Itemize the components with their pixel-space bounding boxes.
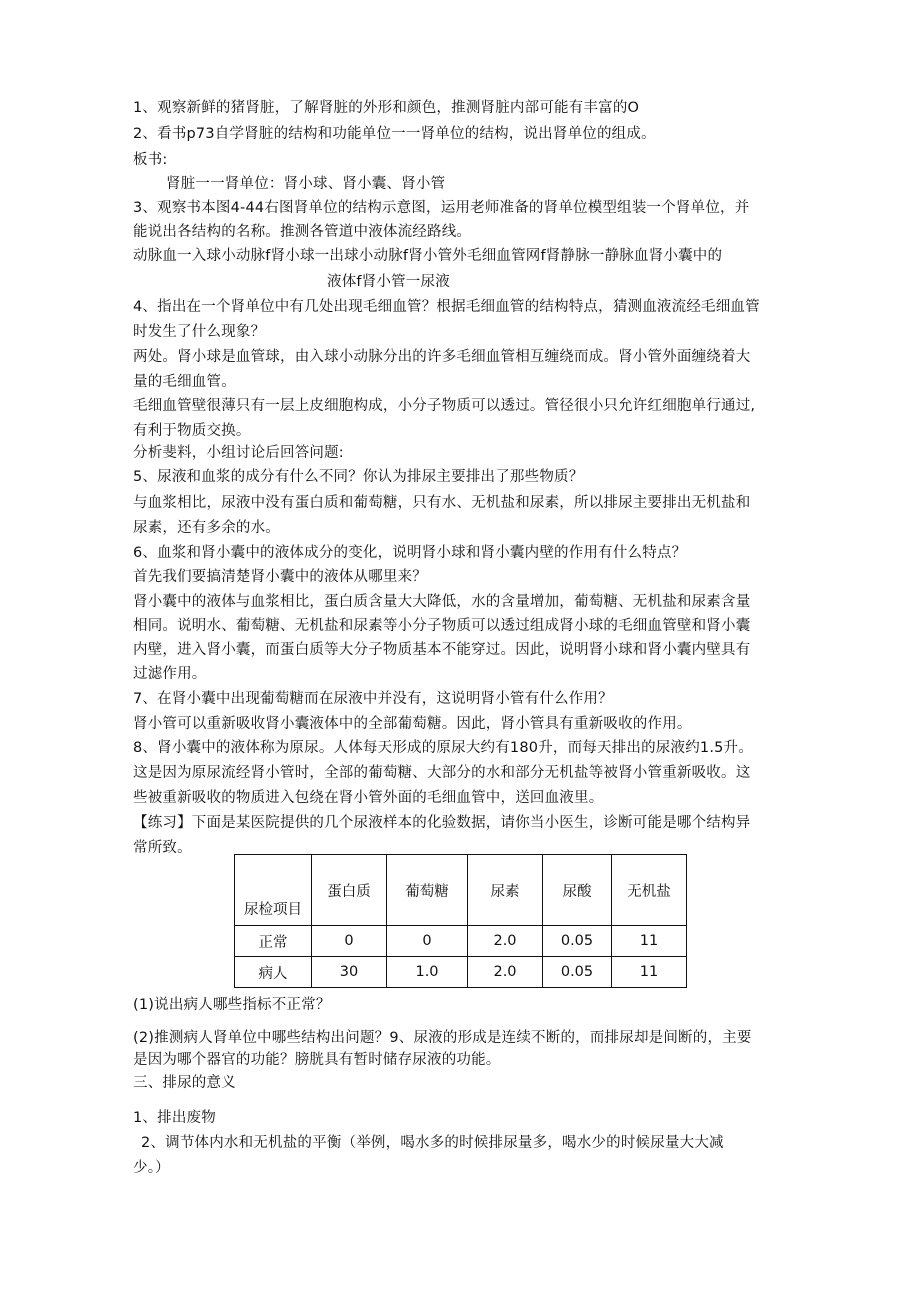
text-line: 首先我们要搞清楚肾小囊中的液体从哪里来？: [133, 569, 427, 585]
table-row: [235, 926, 687, 957]
text-line: 过滤作用。: [133, 666, 207, 682]
text-line: 动脉血一入球小动脉f肾小球一出球小动脉f肾小管外毛细血管网f肾静脉一静脉血肾小囊中的: [133, 248, 723, 264]
table-header-cell: 无机盐: [612, 855, 687, 926]
text-line: 是因为哪个器官的功能？膀胱具有暂时储存尿液的功能。: [133, 1052, 501, 1068]
text-line: 这是因为原尿流经肾小管时，全部的葡萄糖、大部分的水和部分无机盐等被肾小管重新吸收。这: [133, 765, 751, 781]
text-line: 时发生了什么现象？: [133, 324, 266, 340]
table-cell: 1.0: [387, 957, 468, 988]
table-header-cell: 蛋白质: [312, 855, 387, 926]
text-line: (1)说出病人哪些指标不正常？: [133, 997, 331, 1013]
text-line: 2、调节体内水和无机盐的平衡（举例，喝水多的时候排尿量多，喝水少的时候尿量大大减: [141, 1135, 724, 1151]
table-header-cell: 尿酸: [543, 855, 612, 926]
text-line: 7、在肾小囊中出现葡萄糖而在尿液中并没有，这说明肾小管有什么作用？: [133, 691, 613, 707]
text-line: 尿素，还有多余的水。: [133, 520, 280, 536]
text-line: 肾小囊中的液体与血浆相比，蛋白质含量大大降低，水的含量增加，葡萄糖、无机盐和尿素含量: [133, 594, 751, 610]
table-cell: 0.05: [543, 926, 612, 957]
text-line: 两处。肾小球是血管球，由入球小动脉分出的许多毛细血管相互缠绕而成。肾小管外面缠绕着大: [133, 349, 751, 365]
text-line: 毛细血管壁很薄只有一层上皮细胞构成，小分子物质可以透过。管径很小只允许红细胞单行通过,: [133, 398, 756, 414]
text-line: 2、看书p73自学肾脏的结构和功能单位一一肾单位的结构，说出肾单位的组成。: [133, 126, 656, 142]
text-line: 常所致。: [133, 840, 192, 856]
table-cell: 0: [312, 926, 387, 957]
text-line: 【练习】下面是某医院提供的几个尿液样本的化验数据，请你当小医生，诊断可能是哪个结构异: [133, 815, 751, 831]
text-line: 能说出各结构的名称。推测各管道中液体流经路线。: [133, 224, 472, 240]
table-header-row: [235, 855, 687, 926]
text-line: 三、排尿的意义: [133, 1075, 236, 1091]
table-cell: 正常: [235, 926, 312, 957]
table-header-cell: 尿检项目: [235, 855, 312, 926]
table-cell: 30: [312, 957, 387, 988]
text-line: 3、观察书本图4-44右图肾单位的结构示意图，运用老师准备的肾单位模型组装一个肾单位，并: [133, 200, 750, 216]
text-line: 6、血浆和肾小囊中的液体成分的变化，说明肾小球和肾小囊内壁的作用有什么特点？: [133, 545, 687, 561]
text-line: 液体f肾小管一尿液: [327, 274, 450, 290]
text-line: 量的毛细血管。: [133, 374, 236, 390]
urine-test-table: [234, 854, 687, 988]
text-line: 1、观察新鲜的猪肾脏，了解肾脏的外形和颜色，推测肾脏内部可能有丰富的O: [133, 100, 640, 116]
text-line: 有利于物质交换。: [133, 423, 251, 439]
text-line: 内壁，进入肾小囊，而蛋白质等大分子物质基本不能穿过。因此，说明肾小球和肾小囊内壁具有: [133, 642, 751, 658]
text-line: 8、肾小囊中的液体称为原尿。人体每天形成的原尿大约有180升，而每天排出的尿液约1.5升。: [133, 740, 753, 756]
text-line: 板书:: [133, 152, 168, 168]
table-cell: 0: [387, 926, 468, 957]
text-line: 少。）: [133, 1160, 170, 1176]
text-line: 肾小管可以重新吸收肾小囊液体中的全部葡萄糖。因此，肾小管具有重新吸收的作用。: [133, 716, 692, 732]
text-line: 5、尿液和血浆的成分有什么不同？你认为排尿主要排出了那些物质？: [133, 469, 584, 485]
table-row: [235, 957, 687, 988]
text-line: 相同。说明水、葡萄糖、无机盐和尿素等小分子物质可以透过组成肾小球的毛细血管壁和肾小囊: [133, 618, 751, 634]
table-cell: 2.0: [468, 926, 543, 957]
table-cell: 病人: [235, 957, 312, 988]
text-line: 4、指出在一个肾单位中有几处出现毛细血管？根据毛细血管的结构特点，猜测血液流经毛细血管: [133, 299, 760, 315]
text-line: 肾脏一一肾单位：肾小球、肾小囊、肾小管: [166, 176, 446, 192]
table-cell: 2.0: [468, 957, 543, 988]
table-cell: 11: [612, 926, 687, 957]
text-line: 分析斐料，小组讨论后回答问题:: [133, 445, 344, 461]
text-line: 与血浆相比，尿液中没有蛋白质和葡萄糖，只有水、无机盐和尿素，所以排尿主要排出无机盐和: [133, 495, 751, 511]
table-header-cell: 尿素: [468, 855, 543, 926]
text-line: 1、排出废物: [133, 1110, 216, 1126]
text-line: 些被重新吸收的物质进入包绕在肾小管外面的毛细血管中，送回血液里。: [133, 790, 604, 806]
table-cell: 11: [612, 957, 687, 988]
text-line: (2)推测病人肾单位中哪些结构出问题？9、尿液的形成是连续不断的，而排尿却是间断的，主要: [133, 1030, 752, 1046]
table-cell: 0.05: [543, 957, 612, 988]
table-header-cell: 葡萄糖: [387, 855, 468, 926]
